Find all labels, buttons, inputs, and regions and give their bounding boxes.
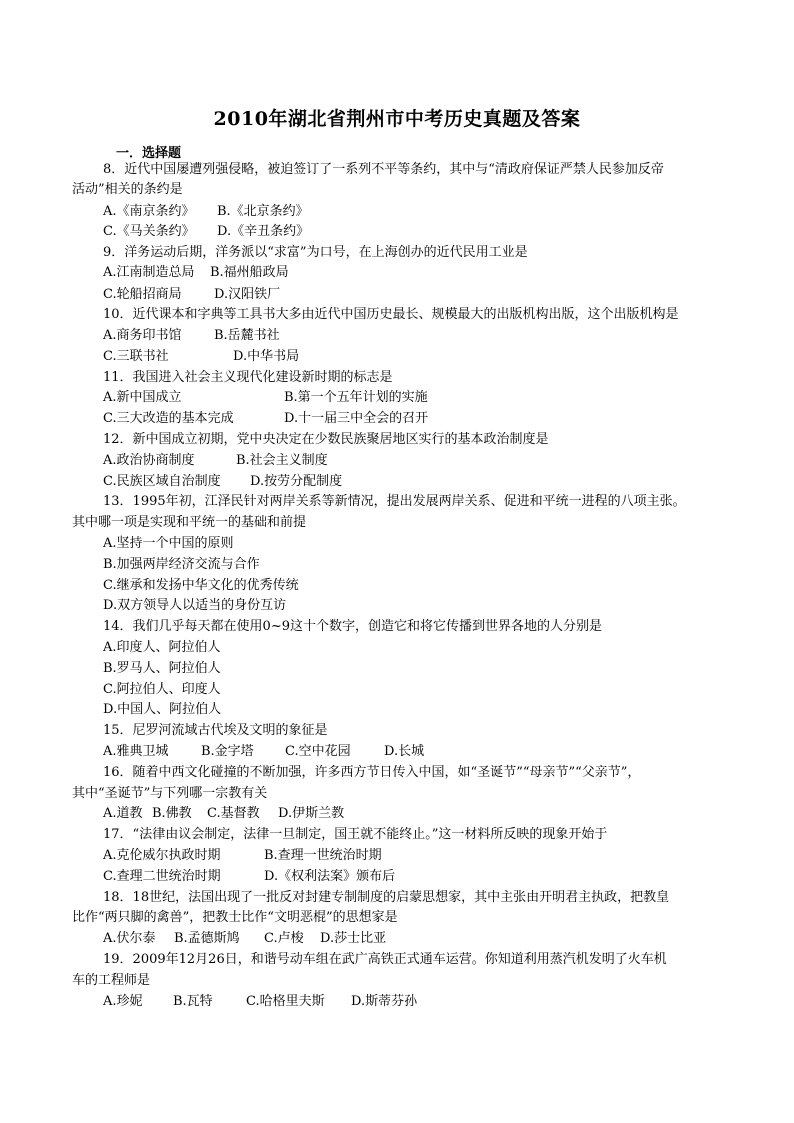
question-17-option-a: A.克伦威尔执政时期	[103, 848, 221, 863]
question-13-option-b: B.加强两岸经济交流与合作	[103, 557, 260, 572]
question-15-option-c: C.空中花园	[285, 744, 351, 759]
question-17-stem: 17．“法律由议会制定，法律一旦制定，国王就不能终止。”这一材料所反映的现象开始于	[103, 827, 608, 842]
question-17-option-b: B.查理一世统治时期	[264, 848, 382, 863]
question-14-option-a: A.印度人、阿拉伯人	[103, 640, 221, 655]
question-16-option-c: C.基督教	[207, 806, 260, 821]
question-17-option-c: C.查理二世统治时期	[103, 869, 221, 884]
question-12-stem: 12．新中国成立初期，党中央决定在少数民族聚居地区实行的基本政治制度是	[103, 432, 549, 447]
question-8-option-d: D.《辛丑条约》	[217, 224, 310, 239]
question-9-option-b: B.福州船政局	[210, 265, 289, 280]
question-16-option-d: D.伊斯兰教	[278, 806, 345, 821]
question-8-option-a: A.《南京条约》	[103, 204, 195, 219]
question-14-stem: 14．我们几乎每天都在使用0~9这十个数字，创造它和将它传播到世界各地的人分别是	[103, 619, 602, 634]
question-8-option-b: B.《北京条约》	[217, 204, 309, 219]
question-18-option-c: C.卢梭	[264, 931, 304, 946]
question-19-option-a: A.珍妮	[103, 994, 143, 1009]
question-16-stem: 16．随着中西文化碰撞的不断加强，许多西方节日传入中国，如“圣诞节”“母亲节”“父亲节”，	[103, 765, 641, 780]
question-10-option-a: A.商务印书馆	[103, 328, 182, 343]
question-13-option-c: C.继承和发扬中华文化的优秀传统	[103, 578, 299, 593]
question-12-option-c: C.民族区域自治制度	[103, 474, 221, 489]
question-8-option-c: C.《马关条约》	[103, 224, 195, 239]
question-15-option-d: D.长城	[384, 744, 425, 759]
question-8-stem-cont: 活动”相关的条约是	[72, 182, 183, 197]
question-10-option-b: B.岳麓书社	[214, 328, 280, 343]
question-13-stem: 13．1995年初，江泽民针对两岸关系等新情况，提出发展两岸关系、促进和平统一进程的八项主张。	[103, 494, 686, 509]
question-16-option-a: A.道教	[103, 806, 143, 821]
question-18-option-d: D.莎士比亚	[320, 931, 387, 946]
section-heading: 一．选择题	[116, 146, 182, 161]
question-12-option-a: A.政治协商制度	[103, 453, 195, 468]
question-10-option-d: D.中华书局	[233, 349, 300, 364]
question-9-option-a: A.江南制造总局	[103, 265, 195, 280]
page-title: 2010年湖北省荆州市中考历史真题及答案	[213, 108, 581, 130]
question-18-option-b: B.孟德斯鸠	[174, 931, 240, 946]
question-12-option-d: D.按劳分配制度	[250, 474, 343, 489]
question-9-stem: 9．洋务运动后期，洋务派以“求富”为口号，在上海创办的近代民用工业是	[103, 245, 528, 260]
question-19-stem-cont: 车的工程师是	[72, 973, 151, 988]
question-18-option-a: A.伏尔泰	[103, 931, 156, 946]
question-16-stem-cont: 其中“圣诞节”与下列哪一宗教有关	[72, 786, 268, 801]
question-12-option-b: B.社会主义制度	[236, 453, 328, 468]
question-10-option-c: C.三联书社	[103, 349, 169, 364]
question-17-option-d: D.《权利法案》颁布后	[264, 869, 396, 884]
question-18-stem: 18．18世纪，法国出现了一批反对封建专制制度的启蒙思想家，其中主张由开明君主执政，把教皇	[103, 890, 670, 905]
question-13-option-d: D.双方领导人以适当的身份互访	[103, 598, 287, 613]
question-15-option-a: A.雅典卫城	[103, 744, 169, 759]
question-14-option-c: C.阿拉伯人、印度人	[103, 682, 221, 697]
question-13-option-a: A.坚持一个中国的原则	[103, 536, 234, 551]
question-14-option-d: D.中国人、阿拉伯人	[103, 702, 222, 717]
question-10-stem: 10．近代课本和字典等工具书大多由近代中国历史最长、规模最大的出版机构出版，这个出版机构是	[103, 307, 679, 322]
question-14-option-b: B.罗马人、阿拉伯人	[103, 661, 221, 676]
question-11-stem: 11．我国进入社会主义现代化建设新时期的标志是	[103, 370, 393, 385]
question-9-option-c: C.轮船招商局	[103, 287, 182, 302]
question-15-stem: 15．尼罗河流域古代埃及文明的象征是	[103, 723, 328, 738]
question-8-stem: 8．近代中国屡遭列强侵略，被迫签订了一系列不平等条约，其中与“清政府保证严禁人民参加反帝	[103, 162, 664, 177]
question-19-option-d: D.斯蒂芬孙	[351, 994, 418, 1009]
question-19-option-c: C.哈格里夫斯	[246, 994, 325, 1009]
question-19-option-b: B.瓦特	[173, 994, 213, 1009]
question-13-stem-cont: 其中哪一项是实现和平统一的基础和前提	[72, 515, 307, 530]
question-16-option-b: B.佛教	[152, 806, 192, 821]
question-9-option-d: D.汉阳铁厂	[214, 287, 281, 302]
question-11-option-a: A.新中国成立	[103, 390, 182, 405]
question-18-stem-cont: 比作“两只脚的禽兽”，把教士比作“文明恶棍”的思想家是	[72, 910, 398, 925]
question-11-option-d: D.十一届三中全会的召开	[284, 411, 429, 426]
question-11-option-c: C.三大改造的基本完成	[103, 411, 234, 426]
question-11-option-b: B.第一个五年计划的实施	[284, 390, 428, 405]
question-15-option-b: B.金字塔	[201, 744, 254, 759]
question-19-stem: 19．2009年12月26日，和谐号动车组在武广高铁正式通车运营。你知道利用蒸汽机发明了火车机	[103, 952, 667, 967]
